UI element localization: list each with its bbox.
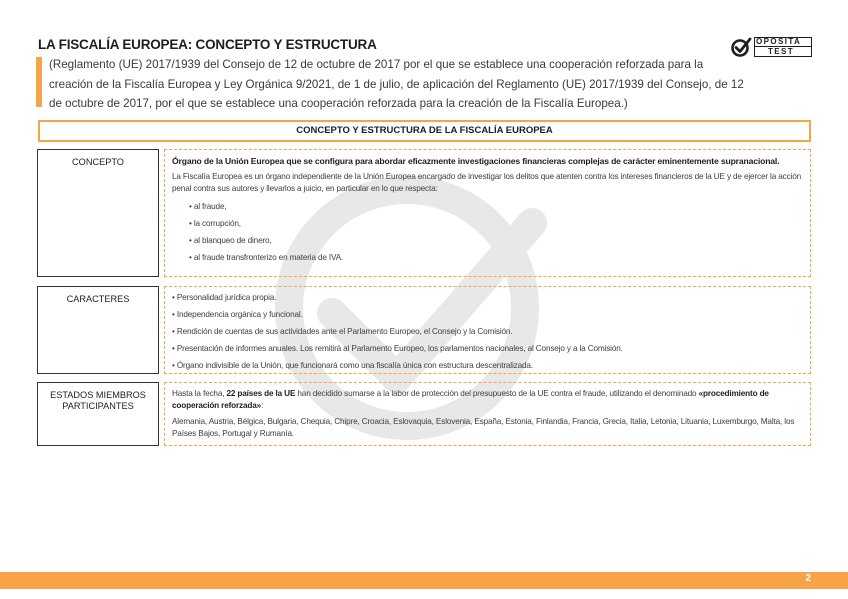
- list-item: • Órgano indivisible de la Unión, que funcionará como una fiscalía única con estructura descentralizada.: [172, 361, 533, 370]
- concepto-definition: Órgano de la Unión Europea que se configura para abordar eficazmente investigaciones financieras complejas de carácter eminentemente supranacional.: [172, 156, 780, 166]
- concepto-label: [37, 149, 159, 277]
- list-item: • Personalidad jurídica propia.: [172, 293, 277, 302]
- countries-list: Alemania, Austria, Bélgica, Bulgaria, Chequia, Chipre, Croacia, Eslovaquia, Eslovenia, España, Estonia, Finlandia, Francia, Grecia, Italia, Letonia, Lituania, Luxemburgo, Malta, los Países Bajos, Portugal y Rumanía.: [172, 417, 795, 438]
- page-title: LA FISCALÍA EUROPEA: CONCEPTO Y ESTRUCTURA: [38, 37, 377, 52]
- list-item: • Rendición de cuentas de sus actividades ante el Parlamento Europeo, el Consejo y la Comisión.: [172, 327, 513, 336]
- estados-label: [37, 382, 159, 446]
- caracteres-label-text: CARACTERES: [66, 294, 130, 304]
- list-item: • al fraude,: [189, 202, 227, 211]
- list-item: • Presentación de informes anuales. Los remitirá al Parlamento Europeo, los parlamentos nacionales, al Consejo y a la Comisión.: [172, 344, 623, 353]
- estados-content: [164, 382, 811, 446]
- list-item: • Independencia orgánica y funcional.: [172, 310, 303, 319]
- subtitle-accent-bar: [36, 57, 42, 107]
- estados-intro-text: :: [261, 401, 264, 410]
- page-number: 2: [805, 573, 811, 584]
- concepto-content: [164, 149, 811, 277]
- logo-text-oposita: OPOSITA: [756, 37, 802, 46]
- estados-count: 22 países de la UE: [226, 389, 296, 398]
- list-item: • al blanqueo de dinero,: [189, 236, 272, 245]
- list-item: • la corrupción,: [189, 219, 241, 228]
- caracteres-content: [164, 286, 811, 374]
- logo-text-test: TEST: [768, 47, 795, 56]
- table-header: CONCEPTO Y ESTRUCTURA DE LA FISCALÍA EUROPEA: [38, 120, 811, 142]
- estados-intro-text: han decidido sumarse a la labor de protección del presupuesto de la UE contra el fraude, utilizando el denominado: [295, 389, 699, 398]
- estados-intro-text: Hasta la fecha,: [172, 389, 227, 398]
- estados-label-text: ESTADOS MIEMBROS PARTICIPANTES: [50, 390, 146, 411]
- logo-wordmark: [754, 37, 812, 57]
- estados-intro: [172, 388, 803, 412]
- footer-bar: [0, 572, 848, 589]
- list-item: • al fraude transfronterizo en materia de IVA.: [189, 253, 344, 262]
- concepto-description: La Fiscalía Europea es un órgano independiente de la Unión Europea encargado de investigar los delitos que atenten contra los intereses financieros de la UE y de ejercer la acción penal contra sus autores y llevarlos a juicio, en particular en lo que respecta:: [172, 172, 802, 193]
- concepto-label-text: CONCEPTO: [72, 157, 124, 167]
- caracteres-label: [37, 286, 159, 374]
- legal-reference: (Reglamento (UE) 2017/1939 del Consejo de 12 de octubre de 2017 por el que se establece una cooperación reforzada para la creación de la Fiscalía Europea y Ley Orgánica 9/2021, de 1 de julio, de aplicación del Reglamento (UE) 2017/1939 del Consejo, de 12 de octubre de 2017, por el que se establece una cooperación reforzada para la creación de la Fiscalía Europea.): [49, 58, 744, 110]
- procedure-name: «procedimiento de cooperación reforzada»: [172, 389, 769, 410]
